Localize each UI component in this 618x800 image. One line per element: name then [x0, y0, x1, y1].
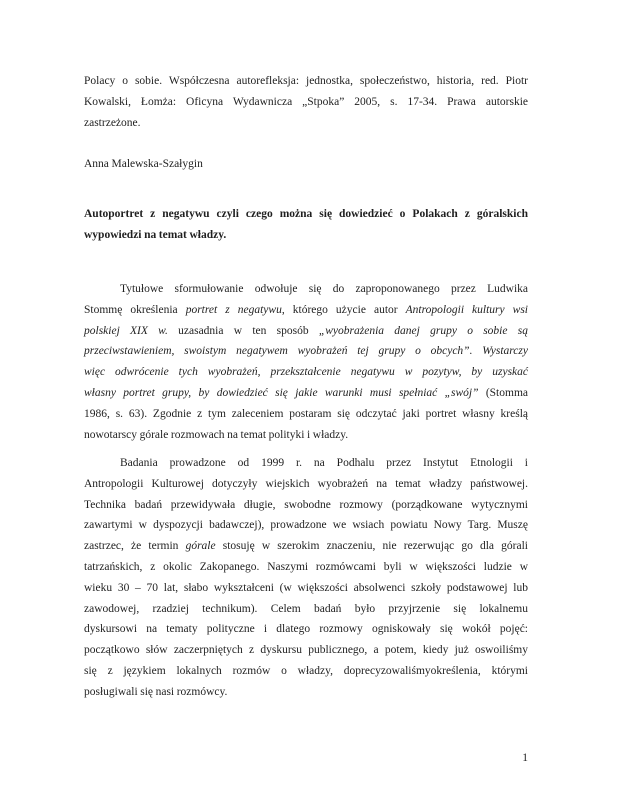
- italic-text-segment: polskiej XIX w.: [84, 324, 168, 337]
- text-segment: Tytułowe sformułowanie odwołuje się do zaproponowanego przez Ludwika: [120, 283, 528, 295]
- text-segment: się z językiem lokalnych rozmów o władzy, doprecyzowaliśmyokreślenia, którymi: [84, 664, 528, 677]
- text-line: [84, 578, 528, 599]
- text-segment: zastrzeżone.: [84, 116, 141, 129]
- italic-text-segment: własny portret grupy, by dowiedzieć się jakie warunki musi spełniać „swój”: [84, 386, 479, 399]
- text-segment: Kowalski, Łomża: Oficyna Wydawnicza „Stpoka” 2005, s. 17-34. Prawa autorskie: [84, 95, 528, 108]
- text-segment: nowotarscy górale rozmowach na temat polityki i władzy.: [84, 428, 349, 441]
- body-paragraph-2: [84, 453, 528, 703]
- text-line: [84, 225, 528, 246]
- text-line: [84, 640, 528, 661]
- body-paragraph-1: [84, 279, 528, 445]
- text-line: [84, 619, 528, 640]
- text-line: [84, 599, 528, 620]
- text-segment: Antropologii Kulturowej dotyczyły wiejskich wyobrażeń na temat władzy państwowej.: [84, 477, 528, 490]
- author-name: [84, 154, 528, 175]
- text-line: [84, 113, 528, 134]
- text-line: [84, 321, 528, 342]
- text-segment: Autoportret z negatywu czyli czego można się dowiedzieć o Polakach z góralskich: [84, 208, 528, 220]
- text-segment: Badania prowadzone od 1999 r. na Podhalu przez Instytut Etnologii i: [120, 457, 528, 469]
- text-segment: Technika badań przewidywała długie, swobodne rozmowy (porządkowane wytycznymi: [84, 498, 528, 511]
- text-line: [84, 495, 528, 516]
- italic-text-segment: „wyobrażenia danej grupy o sobie są: [318, 324, 528, 337]
- text-segment: zawodowej, rzadziej technikum). Celem badań było przyjrzenie się lokalnemu: [84, 602, 528, 615]
- italic-text-segment: przeciwstawieniem, swoistym negatywem wyobrażeń tej grupy o obcych”. Wystarczy: [84, 345, 528, 358]
- text-line: [84, 425, 528, 446]
- text-line: [84, 474, 528, 495]
- text-segment: , którego użycie autor: [281, 303, 406, 316]
- text-segment: posługiwali się nasi rozmówcy.: [84, 685, 228, 698]
- text-segment: zawartymi w dyspozycji badawczej), prowadzone we wsiach powiatu Nowy Targ. Muszę: [84, 519, 528, 532]
- text-line: [84, 661, 528, 682]
- paper-title: [84, 204, 528, 246]
- page-number: 1: [522, 752, 528, 764]
- text-segment: stosuję w szerokim znaczeniu, nie rezerwując go dla górali: [215, 540, 528, 553]
- text-line: [84, 279, 528, 300]
- text-line: [84, 557, 528, 578]
- text-segment: dyskursowi na tematy polityczne i dlatego rozmowy ogniskowały się wokół pojęć:: [84, 623, 528, 636]
- author-line: Anna Malewska-Szałygin: [84, 158, 203, 170]
- text-segment: uzasadnia w ten sposób: [167, 324, 319, 337]
- text-segment: wieku 30 – 70 lat, słabo wykształceni (w większości absolwenci szkoły podstawowej lub: [84, 581, 528, 594]
- text-line: [84, 515, 528, 536]
- italic-text-segment: górale: [185, 540, 216, 553]
- text-segment: Stommę określenia: [84, 303, 186, 316]
- italic-text-segment: Antropologii kultury wsi: [405, 303, 529, 316]
- text-line: [84, 682, 528, 703]
- text-segment: Polacy o sobie. Współczesna autorefleksja: jednostka, społeczeństwo, historia, red. Piotr: [84, 75, 528, 87]
- text-segment: (Stomma: [478, 386, 528, 399]
- text-line: [84, 453, 528, 474]
- text-segment: 1986, s. 63). Zgodnie z tym zaleceniem postaram się odczytać jaki portret własny kreślą: [84, 407, 528, 420]
- text-line: [84, 300, 528, 321]
- text-line: [84, 404, 528, 425]
- text-segment: początkowo słów zaczerpniętych z dyskursu publicznego, a potem, kiedy już oswoiliśmy: [84, 644, 528, 657]
- italic-text-segment: więc odwrócenie tych wyobrażeń, przekształcenie negatywu w pozytyw, by uzyskać: [84, 366, 528, 379]
- text-line: [84, 204, 528, 225]
- text-line: [84, 362, 528, 383]
- text-line: [84, 92, 528, 113]
- text-segment: zastrzec, że termin: [84, 540, 186, 553]
- italic-text-segment: portret z negatywu: [185, 303, 282, 316]
- text-line: [84, 71, 528, 92]
- text-line: [84, 536, 528, 557]
- text-line: [84, 341, 528, 362]
- text-line: [84, 383, 528, 404]
- citation-block: [84, 71, 528, 133]
- text-segment: wypowiedzi na temat władzy.: [84, 228, 227, 241]
- text-segment: tatrzańskich, z okolic Zakopanego. Naszymi rozmówcami byli w większości ludzie w: [84, 560, 528, 573]
